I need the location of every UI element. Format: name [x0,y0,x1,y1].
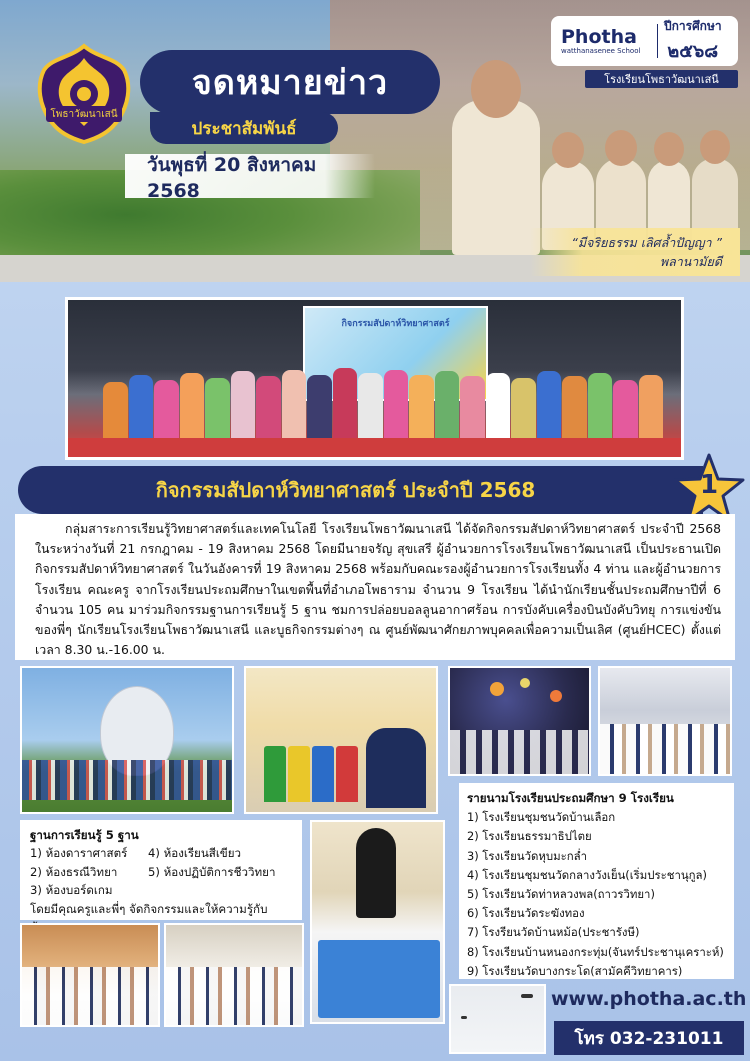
students-group-photo [164,923,304,1027]
base-item: 1) ห้องดาราศาสตร์ [30,846,128,861]
article-body [15,514,735,660]
brand-left [551,27,651,55]
schools-list-card [459,783,734,979]
students-crowd [22,760,232,800]
website-link[interactable]: www.photha.ac.th [551,988,747,1010]
article-paragraph: กลุ่มสาระการเรียนรู้วิทยาศาสตร์และเทคโนโลยี โรงเรียนโพธาวัฒนาเสนี ได้จัดกิจกรรมสัปดาห์วิทยาศาสตร์ ประจำปี 2568 ในระหว่างวันที่ 21 กรกฎาคม - 19 สิงหาคม 2568 โดยมีนายจรัญ สุขเสรี ผู้อำนวยการโรงเรียนโพธาวัฒนาเสนี เป็นประธานเปิดกิจกรรมสัปดาห์วิทยาศาสตร์ ในวันอังคารที่ 19 สิงหาคม 2568 พร้อมกับคณะรองผู้อำนวยการโรงเรียนทั้ง 4 ท่าน และผู้อำนวยการโรงเรียน คณะครู จากโรงเรียนประถมศึกษาในเขตพื้นที่อำเภอโพธาราม จำนวน 9 โรงเรียน ได้นำนักเรียนชั้นประถมศึกษาปีที่ 6 จำนวน 105 คน มาร่วมกิจกรรมฐานการเรียนรู้ 5 ฐาน ชมการปล่อยบอลลูนอากาศร้อน การบังคับเครื่องบินบังคับวิทยุ การแข่งขันของพี่ๆ นักเรียนโรงเรียนโพธาวัฒนาเสนี และบูธกิจกรรมต่างๆ ณ ศูนย์พัฒนาศักยภาพบุคคลเพื่อความเป็นเลิศ (ศูนย์HCEC) ตั้งแต่เวลา 8.30 น.-16.00 น. [35,521,721,658]
brand-right [664,17,722,65]
school-item: 3) โรงเรียนวัดหุบมะกล่ำ [467,848,588,863]
banner-text: กิจกรรมสัปดาห์วิทยาศาสตร์ [341,319,450,329]
students-photo [20,923,160,1027]
bases-heading: ฐานการเรียนรู้ 5 ฐาน [30,828,139,842]
brand-sub: watthanasenee School [561,47,641,55]
astronomy-room-photo [448,666,591,776]
school-item: 9) โรงเรียนวัดบางกระโด(สามัคคีวิทยาคาร) [467,963,683,978]
balloon-photo [20,666,234,814]
school-item: 4) โรงเรียนชุมชนวัดกลางวังเย็น(เริ่มประชานุกูล) [467,867,707,882]
academic-year-label: ปีการศึกษา [664,19,722,33]
base-item: 5) ห้องปฏิบัติการชีววิทยา [148,864,276,879]
stage [68,438,681,460]
school-item: 7) โรงรียนวัดบ้านหม้อ(ประชารังษี) [467,925,640,940]
school-item: 5) โรงเรียนวัดท่าหลวงพล(ถาวรวิทยา) [467,887,655,902]
sky-photo [449,984,546,1054]
school-logo [28,42,140,154]
brand-box [551,16,738,66]
director-figure [452,100,540,255]
school-item: 6) โรงเรียนวัดระฆังทอง [467,906,585,921]
section-title: กิจกรรมสัปดาห์วิทยาศาสตร์ ประจำปี 2568 [18,466,703,514]
brand-divider [657,24,658,58]
brand-name: Photha [561,26,637,48]
slogan-line-2: พลานามัยดี [659,254,722,269]
schools-heading: รายนามโรงเรียนประถมศึกษา 9 โรงเรียน [467,791,674,805]
classroom-photo [598,666,732,776]
newsletter-subtitle: ประชาสัมพันธ์ [150,112,338,144]
activity-table-photo [310,820,445,1024]
base-item: 4) ห้องเรียนสีเขียว [148,846,242,861]
school-emblem-icon [28,42,140,154]
school-name: โรงเรียนโพธาวัฒนาเสนี [585,70,738,88]
base-item: 3) ห้องบอร์ดเกม [30,883,113,898]
bases-note: โดยมีคุณครูและพี่ๆ จัดกิจกรรมและให้ความรู้กับ [30,901,268,916]
issue-date: วันพุธที่ 20 สิงหาคม 2568 [125,154,375,198]
slogan-line-1: “มีจริยธรรม เลิศล้ำปัญญา ” [571,235,722,250]
phone-number: โทร 032-231011 [554,1021,744,1055]
group-photo [65,297,684,460]
school-item: 2) โรงเรียนธรรมาธิปไตย [467,829,592,844]
school-item: 8) โรงเรียนบ้านหนองกระทุ่ม(จันทร์ประชานุเคราะห์) [467,944,724,959]
recycling-booth-photo [244,666,438,814]
base-item: 2) ห้องธรณีวิทยา [30,864,118,879]
school-item: 1) โรงเรียนชุมชนวัดบ้านเลือก [467,810,616,825]
costumed-teacher [356,828,396,918]
students-seated [600,724,730,776]
newsletter-title: จดหมายข่าว [140,50,440,114]
school-slogan [530,228,740,276]
section-number: 1 [699,470,719,500]
crowd [103,356,663,441]
learning-bases-card [20,820,302,920]
activity-table [318,940,440,1018]
logo-label: โพธาวัฒนาเสนี [46,106,122,122]
academic-year: ๒๕๖๘ [667,41,719,62]
